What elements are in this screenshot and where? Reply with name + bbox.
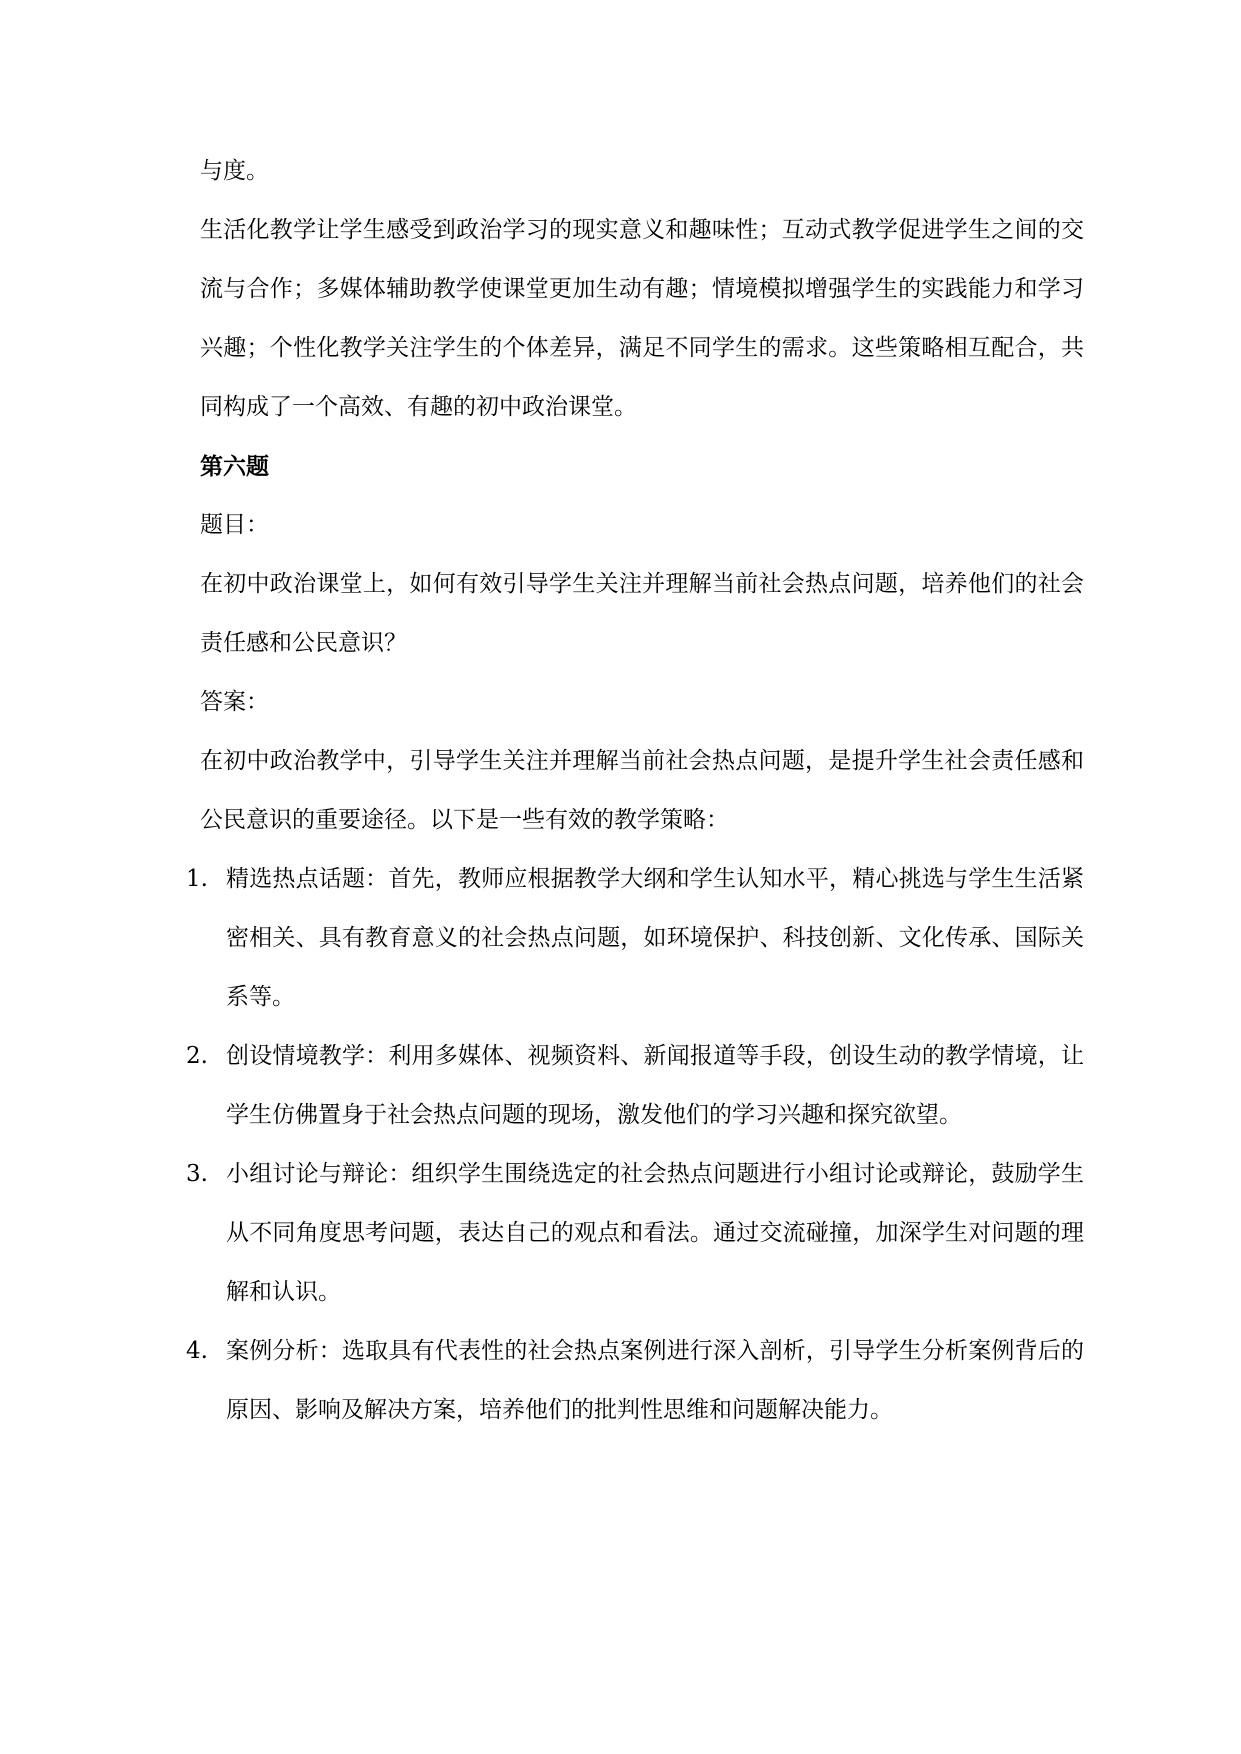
list-item-text: 小组讨论与辩论：组织学生围绕选定的社会热点问题进行小组讨论或辩论，鼓励学生从不同角度思考问题，表达自己的观点和看法。通过交流碰撞，加深学生对问题的理解和认识。 <box>226 1161 1084 1305</box>
list-item <box>186 1145 1084 1322</box>
list-item-number: 4. <box>186 1338 208 1364</box>
list-item-text: 创设情境教学：利用多媒体、视频资料、新闻报道等手段，创设生动的教学情境，让学生仿佛置身于社会热点问题的现场，激发他们的学习兴趣和探究欲望。 <box>226 1043 1084 1128</box>
answer-label: 答案： <box>200 689 269 715</box>
question-text: 在初中政治课堂上，如何有效引导学生关注并理解当前社会热点问题，培养他们的社会责任感和公民意识？ <box>200 571 1084 656</box>
document-body <box>186 142 1084 1440</box>
list-item <box>186 1027 1084 1145</box>
paragraph-summary: 生活化教学让学生感受到政治学习的现实意义和趣味性；互动式教学促进学生之间的交流与合作；多媒体辅助教学使课堂更加生动有趣；情境模拟增强学生的实践能力和学习兴趣；个性化教学关注学生的个体差异，满足不同学生的需求。这些策略相互配合，共同构成了一个高效、有趣的初中政治课堂。 <box>200 217 1084 420</box>
list-item-number: 2. <box>186 1043 208 1069</box>
list-item-number: 3. <box>186 1161 208 1187</box>
question-label: 题目： <box>200 512 269 538</box>
strategy-list <box>186 850 1084 1440</box>
list-item-number: 1. <box>186 866 208 892</box>
list-item <box>186 850 1084 1027</box>
list-item-text: 案例分析：选取具有代表性的社会热点案例进行深入剖析，引导学生分析案例背后的原因、影响及解决方案，培养他们的批判性思维和问题解决能力。 <box>226 1338 1084 1423</box>
answer-intro: 在初中政治教学中，引导学生关注并理解当前社会热点问题，是提升学生社会责任感和公民意识的重要途径。以下是一些有效的教学策略： <box>200 748 1084 833</box>
section-title: 第六题 <box>200 453 269 480</box>
list-item <box>186 1322 1084 1440</box>
paragraph-continuation: 与度。 <box>200 158 269 184</box>
list-item-text: 精选热点话题：首先，教师应根据教学大纲和学生认知水平，精心挑选与学生生活紧密相关、具有教育意义的社会热点问题，如环境保护、科技创新、文化传承、国际关系等。 <box>226 866 1084 1010</box>
